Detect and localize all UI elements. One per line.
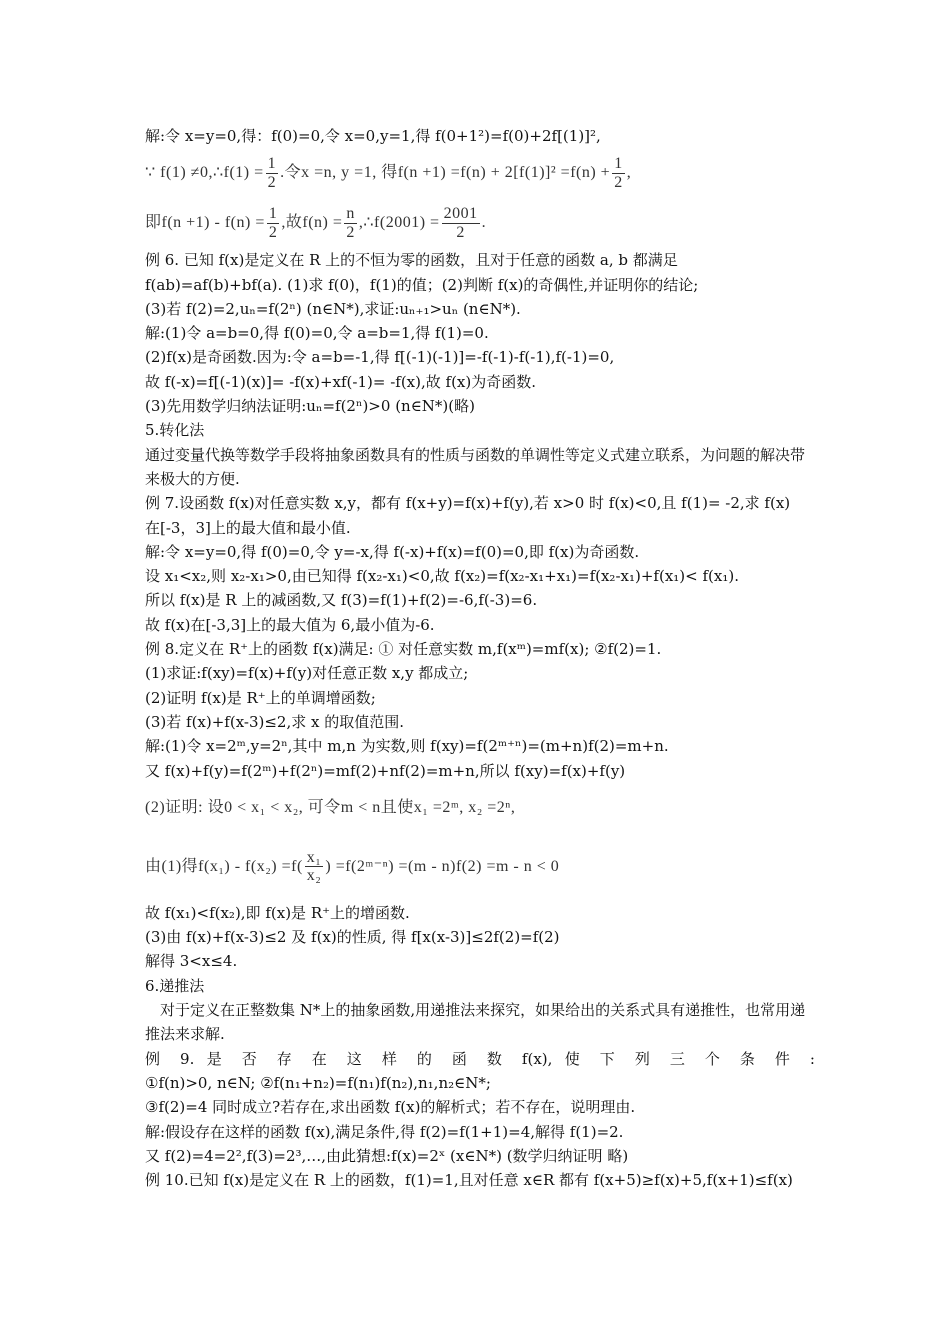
equation-text: . [481,214,487,232]
text-line: 故 f(x₁)<f(x₂),即 f(x)是 R⁺上的增函数. [145,903,410,922]
text-line: 又 f(x)+f(y)=f(2ᵐ)+f(2ⁿ)=mf(2)+nf(2)=m+n,所以 f(xy)=f(x)+f(y) [145,761,626,780]
text-line: 故 f(x)在[-3,3]上的最大值为 6,最小值为-6. [145,615,435,634]
text-line: 在[-3，3]上的最大值和最小值. [145,518,351,537]
fraction [344,205,357,241]
solution-line: 解:令 x=y=0,得 f(0)=0,令 y=-x,得 f(-x)+f(x)=f(0)=0,即 f(x)为奇函数. [145,542,640,561]
equation-line [145,198,815,248]
text-line: (1)求证:f(xy)=f(x)+f(y)对任意正数 x,y 都成立; [145,664,469,683]
fraction [266,155,279,191]
text-line: (3)若 f(x)+f(x-3)≤2,求 x 的取值范围. [145,712,405,731]
text-line: 又 f(2)=4=2²,f(3)=2³,…,由此猜想:f(x)=2ˣ (x∈N*) (数学归纳证明 略) [145,1146,629,1165]
example-heading: 例 10.已知 f(x)是定义在 R 上的函数，f(1)=1,且对任意 x∈R 都有 f(x+5)≥f(x)+5,f(x+1)≤f(x) [145,1171,793,1190]
numerator: 1 [614,155,623,173]
document-body [145,124,815,1192]
text-line: (2)证明 f(x)是 R⁺上的单调增函数; [145,688,376,707]
numerator: n [346,205,355,223]
text-line: 设 x₁<x₂,则 x₂-x₁>0,由已知得 f(x₂-x₁)<0,故 f(x₂)=f(x₂-x₁+x₁)=f(x₂-x₁)+f(x₁)< f(x₁). [145,567,739,586]
text-line: ①f(n)>0, n∈N; ②f(n₁+n₂)=f(n₁)f(n₂),n₁,n₂∈N*; [145,1073,491,1092]
equation-line [145,833,815,901]
numerator: 1 [267,155,277,173]
paragraph: 对于定义在正整数集 N*上的抽象函数,用递推法来探究，如果给出的关系式具有递推性，也常用递推法来求解. [145,1001,806,1044]
solution-line: 解:(1)令 a=b=0,得 f(0)=0,令 a=b=1,得 f(1)=0. [145,324,489,343]
example-heading: 例 8.定义在 R⁺上的函数 f(x)满足: ① 对任意实数 m,f(xᵐ)=mf(x); ②f(2)=1. [145,640,662,659]
equation-text: 即f(n +1) - f(n) = [145,214,265,232]
text-line: (3)由 f(x)+f(x-3)≤2 及 f(x)的性质, 得 f[x(x-3)]≤2f(2)=f(2) [145,928,560,947]
denominator: x₂ [306,867,322,885]
text-line: ③f(2)=4 同时成立?若存在,求出函数 f(x)的解析式；若不存在，说明理由. [145,1098,636,1117]
example-heading: 例 9. 是 否 存 在 这 样 的 函 数 f(x), 使 下 列 三 个 条 件 : [145,1049,815,1068]
section-heading: 6.递推法 [145,976,205,995]
text-line: (3)先用数学归纳法证明:uₙ=f(2ⁿ)>0 (n∈N*)(略) [145,397,475,416]
fraction [267,205,280,241]
equation-text: ) =f(2ᵐ⁻ⁿ) =(m - n)f(2) =m - n < 0 [325,857,560,875]
solution-line: 解:令 x=y=0,得：f(0)=0,令 x=0,y=1,得 f(0+1²)=f(0)+2f[(1)]², [145,127,601,145]
equation-line [145,783,815,833]
numerator: 2001 [443,205,478,223]
denominator: 2 [614,173,623,191]
example-heading: 例 7.设函数 f(x)对任意实数 x,y，都有 f(x+y)=f(x)+f(y),若 x>0 时 f(x)<0,且 f(1)= -2,求 f(x) [145,494,791,513]
text-line: (3)若 f(2)=2,uₙ=f(2ⁿ) (n∈N*),求证:uₙ₊₁>uₙ (n∈N*). [145,299,521,318]
denominator: 2 [268,223,278,241]
denominator: 2 [267,173,277,191]
equation-text: 由(1)得f(x₁) - f(x₂) =f( [145,857,303,875]
example-heading: 例 6. 已知 f(x)是定义在 R 上的不恒为零的函数，且对于任意的函数 a, b 都满足 [145,251,678,270]
paragraph: 通过变量代换等数学手段将抽象函数具有的性质与函数的单调性等定义式建立联系，为问题的解决带来极大的方便. [145,445,806,488]
text-line: 所以 f(x)是 R 上的减函数,又 f(3)=f(1)+f(2)=-6,f(-3)=6. [145,591,538,610]
equation-line [145,148,815,198]
text-line: f(ab)=af(b)+bf(a). (1)求 f(0)，f(1)的值；(2)判断 f(x)的奇偶性,并证明你的结论; [145,275,699,294]
equation-text: ∵ f(1) ≠0,∴f(1) = [145,164,264,182]
denominator: 2 [456,223,465,241]
text-line: 故 f(-x)=f[(-1)(x)]= -f(x)+xf(-1)= -f(x),故 f(x)为奇函数. [145,372,537,391]
numerator: 1 [268,205,278,223]
solution-line: 解:(1)令 x=2ᵐ,y=2ⁿ,其中 m,n 为实数,则 f(xy)=f(2ᵐ⁺ⁿ)=(m+n)f(2)=m+n. [145,737,669,756]
equation-text: (2)证明: 设0 < x₁ < x₂, 可令m < n且使x₁ =2ᵐ, x₂ =2ⁿ, [145,798,516,816]
equation-text: ,故f(n) = [281,214,343,232]
fraction [442,205,480,241]
fraction [612,155,625,191]
text-line: 解得 3<x≤4. [145,952,238,971]
equation-text: ,∴f(2001) = [358,214,440,232]
equation-text: .令x =n, y =1, 得f(n +1) =f(n) + 2[f(1)]² =f(n) + [280,164,611,182]
equation-text: , [626,164,632,182]
denominator: 2 [346,223,355,241]
numerator: x₁ [306,848,322,866]
section-heading: 5.转化法 [145,421,205,440]
solution-line: 解:假设存在这样的函数 f(x),满足条件,得 f(2)=f(1+1)=4,解得 f(1)=2. [145,1122,624,1141]
fraction [305,849,324,885]
text-line: (2)f(x)是奇函数.因为:令 a=b=-1,得 f[(-1)(-1)]=-f(-1)-f(-1),f(-1)=0, [145,348,615,367]
